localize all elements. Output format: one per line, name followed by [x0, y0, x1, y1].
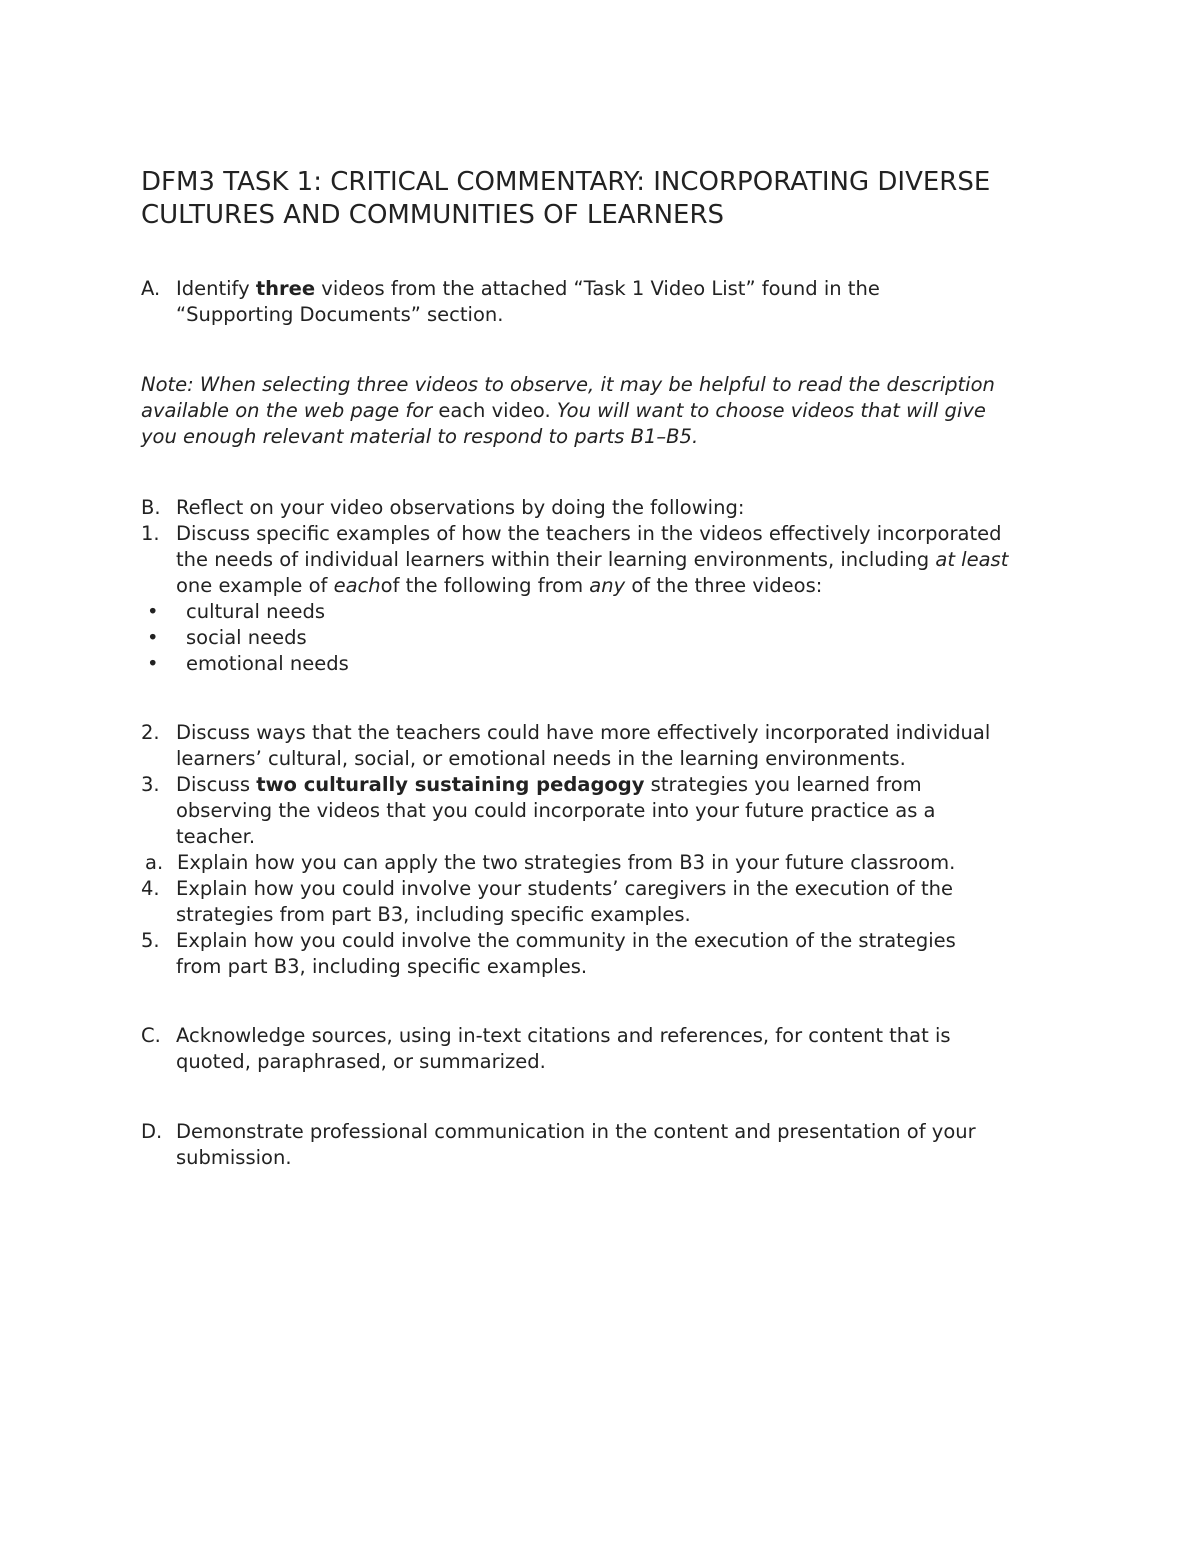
item-b2-marker: 2. — [141, 721, 160, 744]
bullet-item — [141, 625, 1081, 651]
section-d — [141, 1119, 1081, 1171]
note-line-3: you enough relevant material to respond to parts B1–B5. — [141, 425, 699, 448]
bullet-item — [141, 651, 1081, 677]
item-b3-marker: 3. — [141, 773, 160, 796]
item-b3a — [141, 850, 1081, 876]
item-b2 — [141, 720, 1081, 746]
section-a-line-1: Identify three videos from the attached “Task 1 Video List” found in the — [176, 277, 880, 300]
section-d-line-2: submission. — [176, 1146, 292, 1169]
bullet-text: emotional needs — [186, 652, 349, 675]
item-b5-line-2: from part B3, including specific examples. — [176, 955, 588, 978]
item-b3a-text: Explain how you can apply the two strategies from B3 in your future classroom. — [177, 851, 956, 874]
title-line-1: DFM3 TASK 1: CRITICAL COMMENTARY: INCORPORATING DIVERSE — [141, 167, 991, 197]
item-b3a-marker: a. — [145, 851, 164, 874]
section-c — [141, 1023, 1081, 1075]
item-b1-line-1: Discuss specific examples of how the teachers in the videos effectively incorporated — [176, 522, 1002, 545]
title-line-2: CULTURES AND COMMUNITIES OF LEARNERS — [141, 200, 725, 230]
item-b3 — [141, 772, 1081, 798]
item-b5-line-1: Explain how you could involve the community in the execution of the strategies — [176, 929, 956, 952]
note-line-1: Note: When selecting three videos to observe, it may be helpful to read the description — [141, 373, 995, 396]
item-b3-line-2: observing the videos that you could incorporate into your future practice as a — [176, 799, 936, 822]
section-c-line-1: Acknowledge sources, using in-text citations and references, for content that is — [176, 1024, 951, 1047]
item-b1-line-2: the needs of individual learners within their learning environments, including at least — [176, 548, 1009, 571]
item-b3-line-1: Discuss two culturally sustaining pedagogy strategies you learned from — [176, 773, 922, 796]
section-b — [141, 495, 1081, 677]
item-b5-marker: 5. — [141, 929, 160, 952]
item-b4-line-1: Explain how you could involve your students’ caregivers in the execution of the — [176, 877, 953, 900]
item-b1-line-3: one example of eachof the following from any of the three videos: — [176, 574, 823, 597]
document-title — [141, 166, 1101, 232]
item-b2-line-2: learners’ cultural, social, or emotional needs in the learning environments. — [176, 747, 906, 770]
section-a-marker: A. — [141, 277, 161, 300]
section-a-line-2: “Supporting Documents” section. — [176, 303, 504, 326]
item-b1-marker: 1. — [141, 522, 160, 545]
note-paragraph — [141, 372, 1081, 450]
bullet-text: social needs — [186, 626, 307, 649]
section-b-marker: B. — [141, 496, 161, 519]
item-b1 — [141, 521, 1081, 547]
bullet-icon: • — [147, 652, 159, 675]
bullet-item — [141, 599, 1081, 625]
emphasis-pedagogy: two culturally sustaining pedagogy — [256, 773, 645, 796]
bullet-icon: • — [147, 600, 159, 623]
item-b4-line-2: strategies from part B3, including specific examples. — [176, 903, 691, 926]
item-b4-marker: 4. — [141, 877, 160, 900]
item-b2-line-1: Discuss ways that the teachers could have more effectively incorporated individual — [176, 721, 991, 744]
bullet-text: cultural needs — [186, 600, 325, 623]
section-d-marker: D. — [141, 1120, 163, 1143]
section-d-line-1: Demonstrate professional communication in the content and presentation of your — [176, 1120, 976, 1143]
section-c-marker: C. — [141, 1024, 161, 1047]
item-b3-line-3: teacher. — [176, 825, 256, 848]
item-b4 — [141, 876, 1081, 902]
section-c-line-2: quoted, paraphrased, or summarized. — [176, 1050, 546, 1073]
section-a — [141, 276, 1081, 328]
section-b-items-2-5 — [141, 720, 1081, 980]
bullet-icon: • — [147, 626, 159, 649]
emphasis-three: three — [255, 277, 316, 300]
item-b5 — [141, 928, 1081, 954]
note-line-2: available on the web page for each video. You will want to choose videos that will give — [141, 399, 986, 422]
section-b-text: Reflect on your video observations by doing the following: — [176, 496, 745, 519]
